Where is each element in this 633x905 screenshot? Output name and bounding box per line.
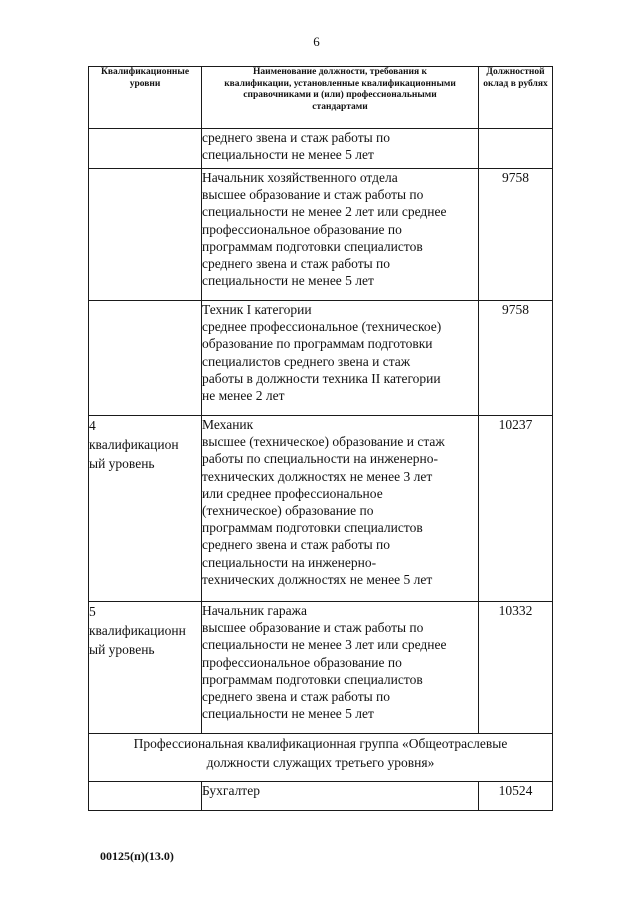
- level-line: квалификационн: [89, 623, 186, 638]
- description-line: среднего звена и стаж работы по: [202, 130, 391, 145]
- description-line: (техническое) образование по: [202, 503, 374, 519]
- description-line: технических должностях не менее 5 лет: [202, 571, 433, 587]
- description-cell: [202, 782, 479, 811]
- salary-cell: [479, 129, 553, 169]
- description-line: среднего звена и стаж работы по: [202, 256, 391, 272]
- description-cell: [202, 602, 479, 734]
- table-row: [89, 169, 553, 301]
- table-row: [89, 782, 553, 811]
- description-cell: [202, 169, 479, 301]
- table-row: [89, 301, 553, 416]
- header-level-line: Квалификационные: [100, 67, 190, 77]
- description-line: специальности не менее 5 лет: [202, 147, 374, 163]
- description-line: среднего звена и стаж работы по: [202, 689, 391, 705]
- document-code: 00125(п)(13.0): [100, 849, 174, 863]
- header-salary-line: Должностной: [486, 67, 545, 77]
- level-cell: [89, 416, 202, 602]
- level-line: 5: [89, 604, 96, 619]
- position-title: Техник I категории: [202, 302, 312, 317]
- table-row: [89, 129, 553, 169]
- level-line: 4: [89, 418, 96, 433]
- header-position-line: справочниками и (или) профессиональными: [243, 90, 437, 100]
- description-line: или среднее профессиональное: [202, 485, 383, 501]
- description-line: программам подготовки специалистов: [202, 238, 423, 254]
- description-line: специальности не менее 5 лет: [202, 273, 374, 289]
- position-title: Начальник хозяйственного отдела: [202, 170, 398, 185]
- group-title-cell: [89, 734, 553, 782]
- description-line: работы по специальности на инженерно-: [202, 451, 438, 467]
- description-line: работы в должности техника II категории: [202, 370, 441, 386]
- table-header-row: [89, 67, 553, 129]
- description-line: специальности не менее 2 лет или среднее: [202, 204, 447, 220]
- level-cell: [89, 782, 202, 811]
- description-line: высшее образование и стаж работы по: [202, 620, 424, 636]
- page-number: 6: [313, 34, 320, 49]
- salary-cell: 10237: [479, 416, 553, 602]
- description-cell: [202, 129, 479, 169]
- table-row: [89, 602, 553, 734]
- level-cell: [89, 169, 202, 301]
- description-cell: [202, 416, 479, 602]
- description-line: среднее профессиональное (техническое): [202, 319, 442, 335]
- description-line: программам подготовки специалистов: [202, 520, 423, 536]
- description-line: технических должностях не менее 3 лет: [202, 468, 433, 484]
- qualification-table: [88, 66, 553, 811]
- salary-cell: 10332: [479, 602, 553, 734]
- salary-cell: 10524: [479, 782, 553, 811]
- group-title-row: [89, 734, 553, 782]
- header-salary: [479, 67, 553, 129]
- description-line: специальности не менее 3 лет или среднее: [202, 637, 447, 653]
- header-position-line: Наименование должности, требования к: [253, 67, 427, 77]
- level-cell: [89, 602, 202, 734]
- description-line: образование по программам подготовки: [202, 336, 433, 352]
- description-line: программам подготовки специалистов: [202, 671, 423, 687]
- position-title: Бухгалтер: [202, 783, 260, 798]
- description-line: профессиональное образование по: [202, 221, 402, 237]
- description-line: профессиональное образование по: [202, 654, 402, 670]
- header-level: [89, 67, 202, 129]
- description-line: высшее образование и стаж работы по: [202, 187, 424, 203]
- group-title-line: Профессиональная квалификационная группа «Общеотраслевые: [133, 736, 508, 751]
- level-cell: [89, 301, 202, 416]
- description-line: высшее (техническое) образование и стаж: [202, 434, 445, 450]
- description-line: специальности на инженерно-: [202, 554, 377, 570]
- level-line: ый уровень: [89, 456, 155, 471]
- level-cell: [89, 129, 202, 169]
- position-title: Механик: [202, 417, 254, 432]
- position-title: Начальник гаража: [202, 603, 307, 618]
- header-salary-line: оклад в рублях: [483, 78, 548, 89]
- header-position-line: квалификации, установленные квалификационными: [224, 78, 456, 89]
- header-level-line: уровни: [129, 78, 161, 89]
- description-line: специалистов среднего звена и стаж: [202, 353, 411, 369]
- description-line: среднего звена и стаж работы по: [202, 537, 391, 553]
- header-position: [202, 67, 479, 129]
- description-line: специальности не менее 5 лет: [202, 706, 374, 722]
- level-line: ый уровень: [89, 642, 155, 657]
- description-line: не менее 2 лет: [202, 388, 285, 404]
- salary-cell: 9758: [479, 301, 553, 416]
- table-row: [89, 416, 553, 602]
- level-line: квалификацион: [89, 437, 179, 452]
- group-title-line: должности служащих третьего уровня»: [206, 755, 435, 770]
- description-cell: [202, 301, 479, 416]
- salary-cell: 9758: [479, 169, 553, 301]
- header-position-line: стандартами: [312, 101, 368, 112]
